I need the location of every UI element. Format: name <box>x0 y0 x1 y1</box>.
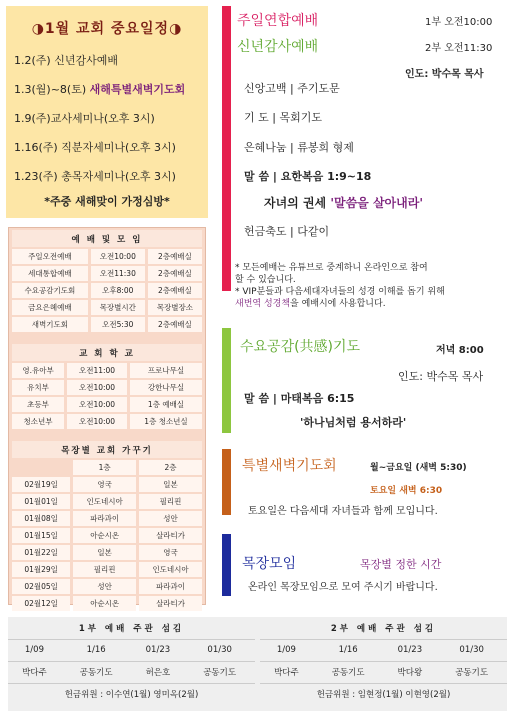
dawn-accent-bar <box>222 449 231 515</box>
part1-greeters: 헌금위원 : 이수연(1월) 영미옥(2월) <box>64 690 199 701</box>
order-sharing: 은혜나눔 | 류봉희 형제 <box>244 141 354 154</box>
table-row: 02월12일 아순시온 살라티가 <box>12 596 202 611</box>
service-roles-table <box>8 617 507 711</box>
table-row: 수요공감기도회 오후8:00 2층예배실 <box>12 283 202 298</box>
table-row: 영.유아부 오전11:00 프로나무실 <box>12 363 202 378</box>
january-schedule-box <box>6 6 208 218</box>
dawn-prayer-title: 특별새벽기도회 <box>242 458 337 474</box>
roles-names-row: 박다주 공동기도 허은호 공동기도 박다주 공동기도 박다왕 공동기도 <box>8 661 507 683</box>
wednesday-sermon: '하나님처럼 용서하라' <box>300 416 407 429</box>
roles-header-row <box>8 617 507 639</box>
wednesday-time: 저녁 8:00 <box>436 345 484 356</box>
table-header: 목장별 교회 가꾸기 <box>12 441 202 458</box>
table-row: 01월08일 파라과이 성안 <box>12 511 202 526</box>
wednesday-scripture: 말 씀 | 마태복음 6:15 <box>244 392 355 405</box>
table-row: 01월29일 필리핀 인도네시아 <box>12 562 202 577</box>
cell-meeting-note: 온라인 목장모임으로 모여 주시기 바랍니다. <box>248 582 438 593</box>
sunday-leader: 인도: 박수목 목사 <box>405 69 484 80</box>
table-row: 유치부 오전10:00 강한나무실 <box>12 380 202 395</box>
schedule-footer: *주중 새해맞이 가정심방* <box>44 195 170 208</box>
cell-visits-table <box>9 439 205 613</box>
order-confession: 신앙고백 | 주기도문 <box>244 82 340 95</box>
sunday-accent-bar <box>222 6 231 291</box>
wednesday-accent-bar <box>222 328 231 433</box>
table-row: 02월19일 영국 일본 <box>12 477 202 492</box>
schedule-list <box>14 46 208 191</box>
table-row: 주일오전예배 오전10:00 2층예배실 <box>12 249 202 264</box>
sunday-service-title: 주일연합예배 <box>237 13 319 29</box>
part1-header: 1부 예배 주관 섬김 <box>8 617 255 639</box>
wednesday-title: 수요공감(共感)기도 <box>240 339 361 355</box>
schedule-title: ◑1월 교회 중요일정◑ <box>31 21 183 37</box>
table-row: 01월15일 아순시온 살라티가 <box>12 528 202 543</box>
table-row: 금요은혜예배 목장별시간 목장별장소 <box>12 300 202 315</box>
order-scripture: 말 씀 | 요한복음 1:9~18 <box>244 170 372 183</box>
cell-meeting-time: 목장별 정한 시간 <box>360 558 442 571</box>
worship-meetings-table <box>9 228 205 334</box>
roles-dates-row: 1/09 1/16 01/23 01/30 1/09 1/16 01/23 01/30 <box>8 639 507 661</box>
schedule-item: 1.9(주)교사세미나(오후 3시) <box>14 112 155 125</box>
table-row: 01월22일 일본 영국 <box>12 545 202 560</box>
table-column-headers: 1층 2층 <box>12 460 202 475</box>
dawn-prayer-note: 토요일은 다음세대 자녀들과 함께 모입니다. <box>248 506 438 517</box>
roles-greeters-row <box>8 683 507 705</box>
cell-meeting-title: 목장모임 <box>242 556 297 572</box>
service-notes: * 모든예배는 유튜브로 중계하니 온라인으로 참여 할 수 있습니다. * VIP분들과 다음세대자녀들의 성경 이해를 돕기 위해 새번역 성경책을 예배시에 사용합니다. <box>235 263 445 309</box>
table-row: 02월05일 성안 파라과이 <box>12 579 202 594</box>
schedule-item: 1.16(주) 직분자세미나(오후 3시) <box>14 141 176 154</box>
schedule-item: 1.23(주) 총목자세미나(오후 3시) <box>14 170 176 183</box>
schedule-item: 1.3(월)~8(토) 새해특별새벽기도회 <box>14 83 186 96</box>
dawn-prayer-time: 월~금요일 (새벽 5:30) <box>370 463 467 473</box>
dawn-saturday-time: 토요일 새벽 6:30 <box>370 486 443 496</box>
table-header: 예 배 및 모 임 <box>12 230 202 247</box>
schedule-item: 1.2(주) 신년감사예배 <box>14 54 118 67</box>
info-tables <box>8 227 206 608</box>
table-header: 교 회 학 교 <box>12 344 202 361</box>
second-service-time: 2부 오전11:30 <box>425 43 493 54</box>
table-row: 청소년부 오전10:00 1층 청소년실 <box>12 414 202 429</box>
table-row: 새벽기도회 오전5:30 2층예배실 <box>12 317 202 332</box>
table-row: 세대통합예배 오전11:30 2층예배실 <box>12 266 202 281</box>
church-school-table <box>9 342 205 431</box>
wednesday-leader: 인도: 박수목 목사 <box>398 370 484 383</box>
part2-header: 2부 예배 주관 섬김 <box>260 617 507 639</box>
table-row: 초등부 오전10:00 1층 예배실 <box>12 397 202 412</box>
order-prayer: 기 도 | 목회기도 <box>244 111 322 124</box>
part2-greeters: 헌금위원 : 임현정(1월) 이현영(2월) <box>316 690 451 701</box>
first-service-time: 1부 오전10:00 <box>425 17 493 28</box>
sermon-title: 자녀의 권세 '말씀을 살아내라' <box>264 196 423 210</box>
table-row: 01월01일 인도네시아 필리핀 <box>12 494 202 509</box>
cell-accent-bar <box>222 534 231 596</box>
sunday-service-subtitle: 신년감사예배 <box>237 39 319 55</box>
order-offering: 헌금축도 | 다같이 <box>244 225 330 238</box>
